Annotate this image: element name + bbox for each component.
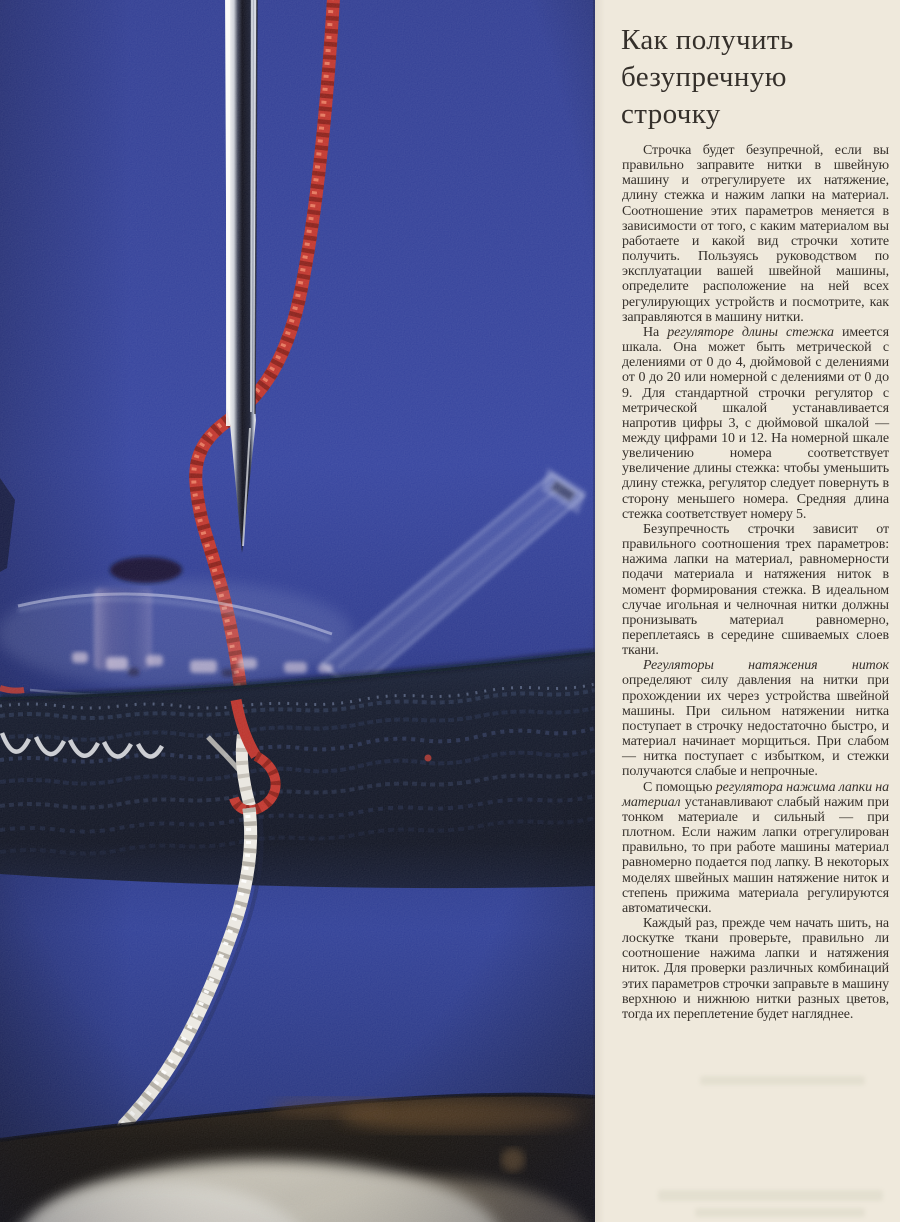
show-through-ghost <box>658 1190 883 1201</box>
title-line: Как получить <box>621 24 794 56</box>
paragraph: Регуляторы натяжения ниток определяют силу давления на нитки при прохождении их через устройства швейной машины. При сильном натяжении нитка поступает в строчку недостаточно быстро, и материал начинает морщиться. При слабом — нитка поступает с избытком, и стежки получаются слабые и непрочные. <box>622 658 889 780</box>
show-through-ghost <box>695 1208 865 1217</box>
title-line: строчку <box>621 98 721 130</box>
text-column <box>595 0 900 1222</box>
show-through-ghost <box>700 1076 865 1085</box>
paragraph: Безупречность строчки зависит от правильного соотношения трех параметров: нажима лапки на материал, равномерности подачи материала и натяжения ниток в момент формирования стежка. В идеальном случае игольная и челночная нитки должны пронизывать материал равномерно, переплетаясь в середине сшиваемых слоев ткани. <box>622 521 889 659</box>
paragraph: С помощью регулятора нажима лапки на материал устанавливают слабый нажим при тонком материале и сильный — при плотном. Если нажим лапки отрегулирован правильно, то при работе машины материал равномерно подается под лапку. В некоторых моделях швейных машин натяжение ниток и степень прижима материала регулируются автоматически. <box>622 779 889 916</box>
paragraph: Каждый раз, прежде чем начать шить, на лоскутке ткани проверьте, правильно ли соотношение нажима лапки и натяжения ниток. Для проверки различных комбинаций этих параметров строчки заправьте в машину верхнюю и нижнюю нитки разных цветов, тогда их переплетение будет нагляднее. <box>622 915 889 1022</box>
title-line: безупречную <box>621 61 787 93</box>
paragraph: Строчка будет безупречной, если вы правильно заправите нитки в швейную машину и отрегулируете их натяжение, длину стежка и нажим лапки на материал. Соотношение этих параметров меняется в зависимости от того, с каким материалом вы работаете и какой вид строчки хотите получить. Пользуясь руководством по эксплуатации вашей швейной машины, определите расположение на ней всех регулирующих устройств и посмотрите, как заправляются в машину нитки. <box>622 143 889 325</box>
article-text <box>622 143 889 1022</box>
page-title <box>621 22 888 133</box>
paragraph: На регуляторе длины стежка имеется шкала. Она может быть метрической с делениями от 0 до 4, дюймовой с делениями от 0 до 20 или номерной с делениями от 0 до 9. Для стандартной строчки регулятор с метрической шкалой устанавливается напротив цифры 3, с дюймовой шкалой — между цифрами 10 и 12. На номерной шкале увеличению номера соответствует увеличение длины стежка: чтобы уменьшить длину стежка, регулятор следует повернуть в сторону меньшего номера. Средняя длина стежка соответствует номеру 5. <box>622 324 889 522</box>
